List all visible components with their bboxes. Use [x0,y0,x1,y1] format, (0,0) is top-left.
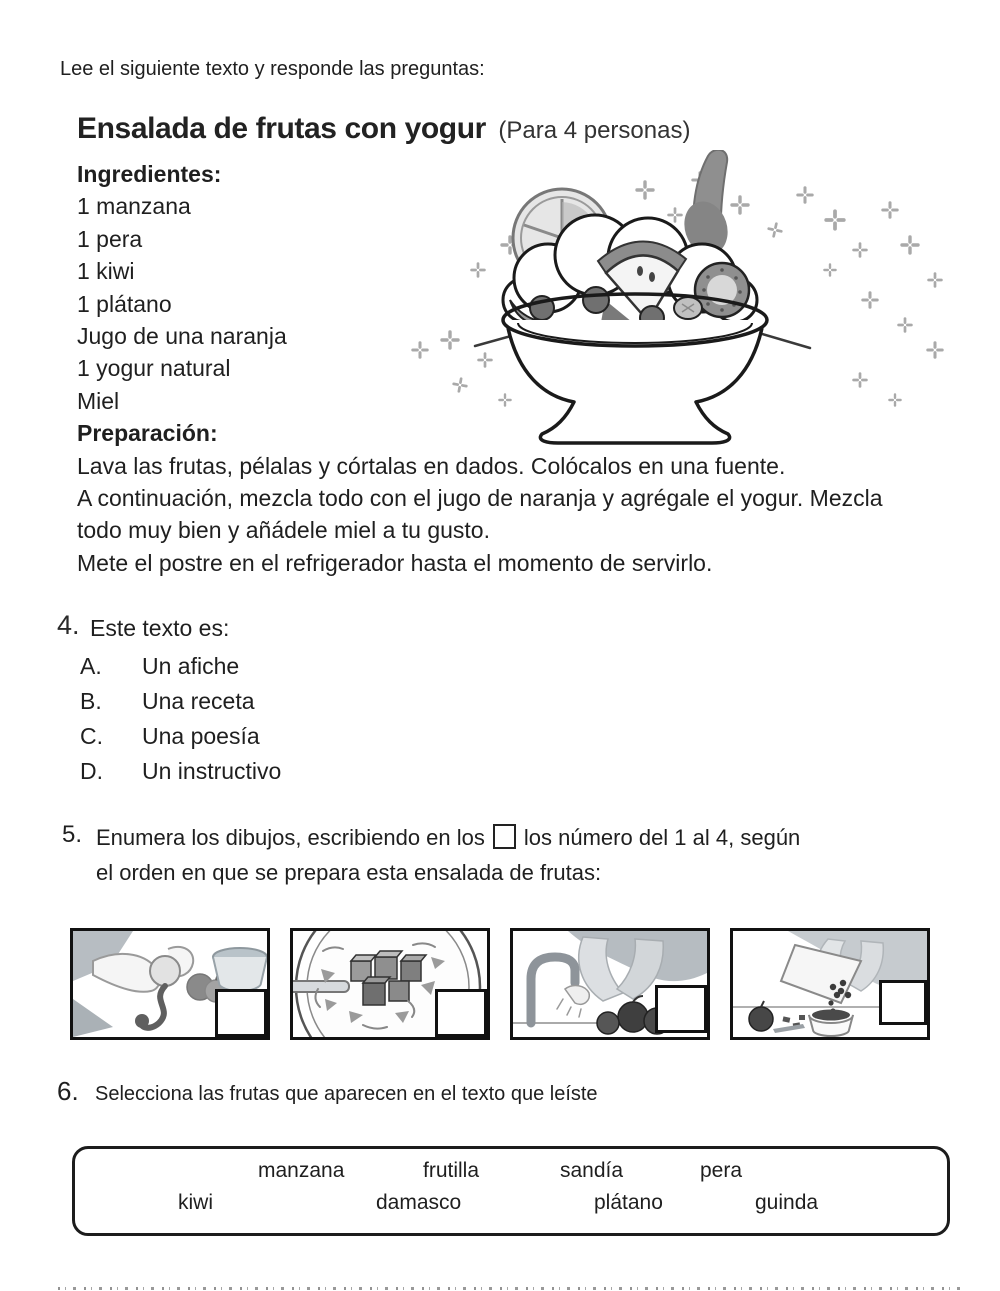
preparation-line: Lava las frutas, pélalas y córtalas en dados. Colócalos en una fuente. [77,452,786,479]
question5-line1 [96,824,800,851]
option-letter: D. [80,758,103,784]
sequence-image-mixing [290,928,490,1040]
cut-off-text-strip [58,1287,963,1290]
answer-box-3[interactable] [655,985,707,1033]
question4-number: 4. [57,610,80,640]
word-bank-item-sandia[interactable]: sandía [560,1159,624,1182]
option-letter: C. [80,723,103,749]
word-bank-item-pera[interactable]: pera [700,1159,743,1182]
ingredient-item: 1 manzana [77,193,191,220]
word-bank-item-manzana[interactable]: manzana [258,1159,345,1182]
question5-text-after: los número del 1 al 4, según [523,825,801,850]
word-bank [72,1146,950,1236]
answer-box-4[interactable] [879,980,927,1025]
recipe-title: Ensalada de frutas con yogur [77,112,486,145]
word-bank-item-kiwi[interactable]: kiwi [178,1191,213,1214]
question5-text-before: Enumera los dibujos, escribiendo en los [96,825,485,850]
question4-text: Este texto es: [90,615,230,641]
question6-number: 6. [57,1076,79,1106]
question5-number: 5. [62,821,83,848]
answer-box-2[interactable] [435,989,487,1037]
sequence-image-pouring [730,928,930,1040]
option-letter: A. [80,653,102,679]
option-letter: B. [80,688,102,714]
question6-text: Selecciona las frutas que aparecen en el texto que leíste [95,1083,598,1105]
word-bank-item-platano[interactable]: plátano [594,1191,663,1214]
preparation-line: todo muy bien y añádele miel a tu gusto. [77,517,490,544]
recipe-text-block [77,158,883,579]
preparation-heading: Preparación: [77,420,218,447]
sequence-image-peeling [70,928,270,1040]
answer-box-1[interactable] [215,989,267,1037]
ingredient-item: 1 yogur natural [77,355,231,382]
ingredient-item: 1 kiwi [77,258,135,285]
question5-line2: el orden en que se prepara esta ensalada de frutas: [96,860,602,885]
recipe-title-row [77,112,690,146]
instruction-text: Lee el siguiente texto y responde las preguntas: [60,58,485,80]
option-label: Un instructivo [142,758,282,784]
ingredients-heading: Ingredientes: [77,161,222,187]
word-bank-item-frutilla[interactable]: frutilla [423,1159,480,1182]
ingredient-item: 1 plátano [77,290,172,317]
option-label: Una poesía [142,723,260,749]
word-bank-item-guinda[interactable]: guinda [755,1191,819,1214]
option-row-d[interactable] [80,758,281,785]
recipe-serving: (Para 4 personas) [498,117,691,144]
preparation-line: A continuación, mezcla todo con el jugo de naranja y agrégale el yogur. Mezcla [77,485,883,512]
ingredient-item: Miel [77,387,120,414]
word-bank-item-damasco[interactable]: damasco [376,1191,462,1214]
option-row-c[interactable] [80,723,260,750]
ingredient-item: 1 pera [77,225,143,252]
inline-answer-square [493,824,516,849]
option-row-b[interactable] [80,688,255,715]
sequence-image-washing [510,928,710,1040]
ingredient-item: Jugo de una naranja [77,323,287,350]
option-label: Una receta [142,688,255,714]
option-label: Un afiche [142,653,240,679]
preparation-line: Mete el postre en el refrigerador hasta el momento de servirlo. [77,549,713,576]
option-row-a[interactable] [80,653,239,680]
